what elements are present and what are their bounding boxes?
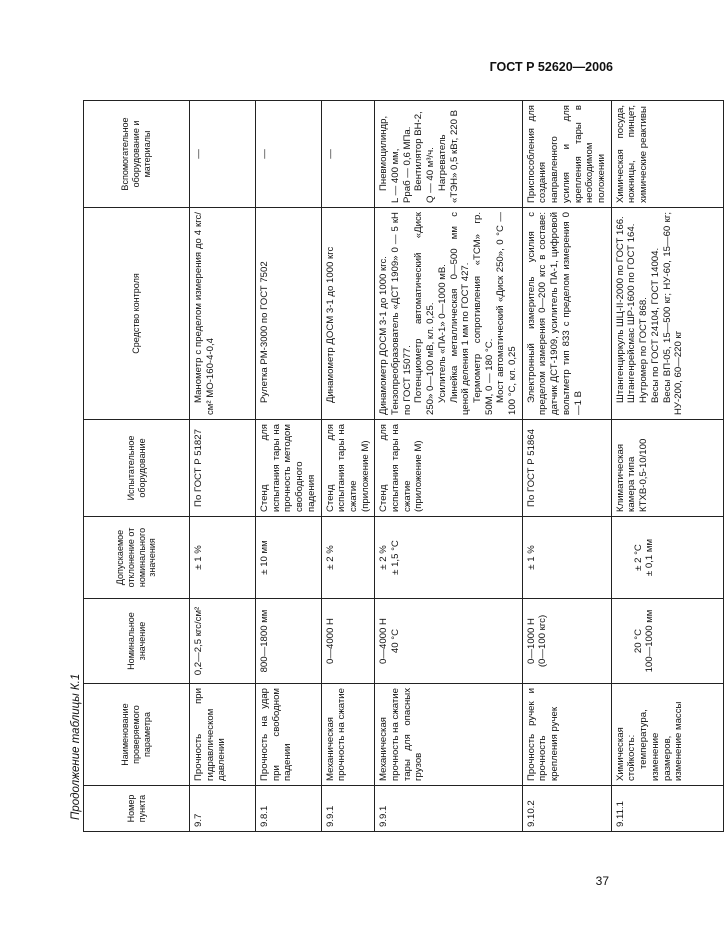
control-line: Динамометр ДОСМ 3-1 до 1000 кгс.: [378, 256, 390, 415]
col-header-parameter: Наименование проверяемого параметра: [84, 684, 190, 786]
spacer: [615, 603, 633, 679]
cell-tolerance: ± 2 %: [321, 517, 375, 599]
cell-auxiliary: —: [190, 101, 256, 208]
cell-control-means: [611, 208, 723, 420]
cell-number: 9.11.1: [611, 786, 723, 832]
aux-line: L — 400 мм,: [390, 148, 402, 203]
cell-control-means: [321, 208, 375, 420]
control-line: Динамометр ДОСМ 3-1 до 1000 кгс: [324, 246, 336, 403]
cell-number: 9.7: [190, 786, 256, 832]
table-row: [321, 101, 375, 832]
cell-auxiliary: Приспособления для создания направленного усилия и для крепления тары в необходимом положении: [522, 101, 611, 208]
rotated-table: [83, 101, 685, 832]
cell-control-means: [256, 208, 322, 420]
cell-nominal: [375, 599, 522, 684]
aux-line: Вентилятор ВН-2,: [413, 111, 425, 191]
cell-test-equipment: Стенд для испытания тары на прочность методом свободного падения: [256, 420, 322, 517]
cell-tolerance: ± 10 мм: [256, 517, 322, 599]
tolerance-line: ± 1,5 °С: [390, 540, 402, 575]
control-line: Тензопреобразователь «ДСТ 1909» 0 — 5 кН по ГОСТ 15077.: [390, 212, 413, 415]
cell-parameter: Прочность ручек и прочность крепления ручек: [522, 684, 611, 786]
aux-line: Пневмоцилиндр,: [378, 115, 390, 191]
cell-number: 9.9.1: [321, 786, 375, 832]
control-line: Штангенрейсмас ШР-1600 по ГОСТ 164.: [626, 223, 638, 403]
spacer: [615, 521, 633, 594]
control-means-table: [83, 100, 724, 832]
control-line: Весы ВП-05, 15—500 кг; НУ-60, 15—60 кг; НУ-200, 60—220 кг: [661, 212, 685, 415]
control-line: Усилитель «ПА-1» 0—1000 мВ.: [436, 264, 448, 403]
cell-test-equipment: Климатическая камера типа КТХВ-0,5-10/100: [611, 420, 723, 517]
table-caption: Продолжение таблицы К.1: [70, 673, 82, 820]
aux-line: Нагреватель: [436, 134, 448, 191]
cell-control-means: [375, 208, 522, 420]
nominal-line: 40 °С: [390, 628, 402, 654]
cell-test-equipment: Стенд для испытания тары на сжатие (приложение М): [375, 420, 522, 517]
cell-number: 9.10.2: [522, 786, 611, 832]
cell-parameter: [611, 684, 723, 786]
col-header-tolerance: Допускаемое отклонение от номинального значения: [84, 517, 190, 599]
control-line: Нутромер по ГОСТ 868.: [638, 297, 650, 403]
control-line: Термометр сопротивления «ТСМ» гр. 50М, 0 — 180 °С.: [471, 212, 495, 415]
control-line: Штангенциркуль ШЦ-II-2000 по ГОСТ 166.: [614, 216, 626, 403]
cell-control-means: [190, 208, 256, 420]
control-line: Электронный измеритель усилия с пределом измерения 0—200 кгс в составе: датчик ДСТ-1909, усилитель ПА-1, цифровой вольтметр тип 833 с пределом измерения 0—1 В: [525, 212, 584, 415]
parameter-line: температура, изменение размеров, изменение массы: [638, 701, 685, 781]
cell-parameter: Механическая прочность на сжатие: [321, 684, 375, 786]
col-header-control-means: Средство контроля: [84, 208, 190, 420]
cell-nominal: [611, 599, 723, 684]
cell-number: 9.8.1: [256, 786, 322, 832]
nominal-line: 0—4000 Н: [378, 618, 390, 664]
cell-auxiliary: —: [321, 101, 375, 208]
cell-nominal: 0,2—2,5 кгс/см²: [190, 599, 256, 684]
nominal-line: 100—1000 мм: [644, 609, 656, 673]
cell-parameter: Прочность при гидравлическом давлении: [190, 684, 256, 786]
nominal-line: 0—1000 Н: [525, 618, 537, 664]
control-line: Потенциометр автоматический «Диск 250» 0—100 мВ, кл. 0,25.: [413, 212, 437, 415]
cell-auxiliary: Химическая посуда, ножницы, пинцет, химические реактивы: [611, 101, 723, 208]
cell-nominal: 0—4000 Н: [321, 599, 375, 684]
tolerance-line: ± 0,1 мм: [644, 538, 656, 577]
table-row: [522, 101, 611, 832]
control-line: Линейка металлическая 0—500 мм с ценой деления 1 мм по ГОСТ 427.: [448, 212, 472, 415]
control-line: Мост автоматический «Диск 250», 0 °С — 100 °С, кл. 0,25: [495, 212, 519, 415]
aux-line: «ТЭН» 0,5 кВт, 220 В: [448, 109, 460, 203]
control-line: Манометр с пределом измерения до 4 кгс/см² МО-160-4-0,4: [193, 212, 216, 415]
col-header-test-equipment: Испытательное оборудование: [84, 420, 190, 517]
aux-line: Pраб — 0,6 МПа.: [401, 126, 413, 203]
table-row: [611, 101, 723, 832]
tolerance-line: ± 2 %: [378, 545, 390, 570]
cell-test-equipment: По ГОСТ Р 51864: [522, 420, 611, 517]
aux-line: Q — 40 м³/ч.: [425, 147, 437, 203]
cell-parameter: Прочность на удар при свободном падении: [256, 684, 322, 786]
nominal-line: (0—100 кгс): [537, 614, 549, 668]
page-number: 37: [595, 874, 609, 888]
cell-number: 9.9.1: [375, 786, 522, 832]
cell-test-equipment: Стенд для испытания тары на сжатие (приложение М): [321, 420, 375, 517]
cell-tolerance: ± 1 %: [522, 517, 611, 599]
cell-auxiliary: —: [256, 101, 322, 208]
cell-test-equipment: По ГОСТ Р 51827: [190, 420, 256, 517]
document-code: ГОСТ Р 52620—2006: [489, 60, 613, 74]
cell-nominal: [522, 599, 611, 684]
cell-nominal: 800—1800 мм: [256, 599, 322, 684]
cell-tolerance: [611, 517, 723, 599]
tolerance-line: ± 2 °С: [632, 544, 644, 571]
control-line: Весы по ГОСТ 24104, ГОСТ 14004.: [649, 247, 661, 403]
table-container: [83, 101, 685, 832]
col-header-nominal: Номинальное значение: [84, 599, 190, 684]
control-line: Рулетка РМ-3000 по ГОСТ 7502: [259, 261, 270, 403]
cell-control-means: [522, 208, 611, 420]
cell-parameter: Механическая прочность на сжатие тары для опасных грузов: [375, 684, 522, 786]
cell-auxiliary: [375, 101, 522, 208]
table-row: [190, 101, 256, 832]
table-row: [375, 101, 522, 832]
col-header-number: Номер пункта: [84, 786, 190, 832]
table-header-row: [84, 101, 190, 832]
parameter-line: Химическая стойкость:: [614, 727, 638, 781]
cell-tolerance: ± 1 %: [190, 517, 256, 599]
nominal-line: 20 °С: [632, 628, 644, 654]
cell-tolerance: [375, 517, 522, 599]
col-header-auxiliary: Вспомогательное оборудование и материалы: [84, 101, 190, 208]
table-row: [256, 101, 322, 832]
